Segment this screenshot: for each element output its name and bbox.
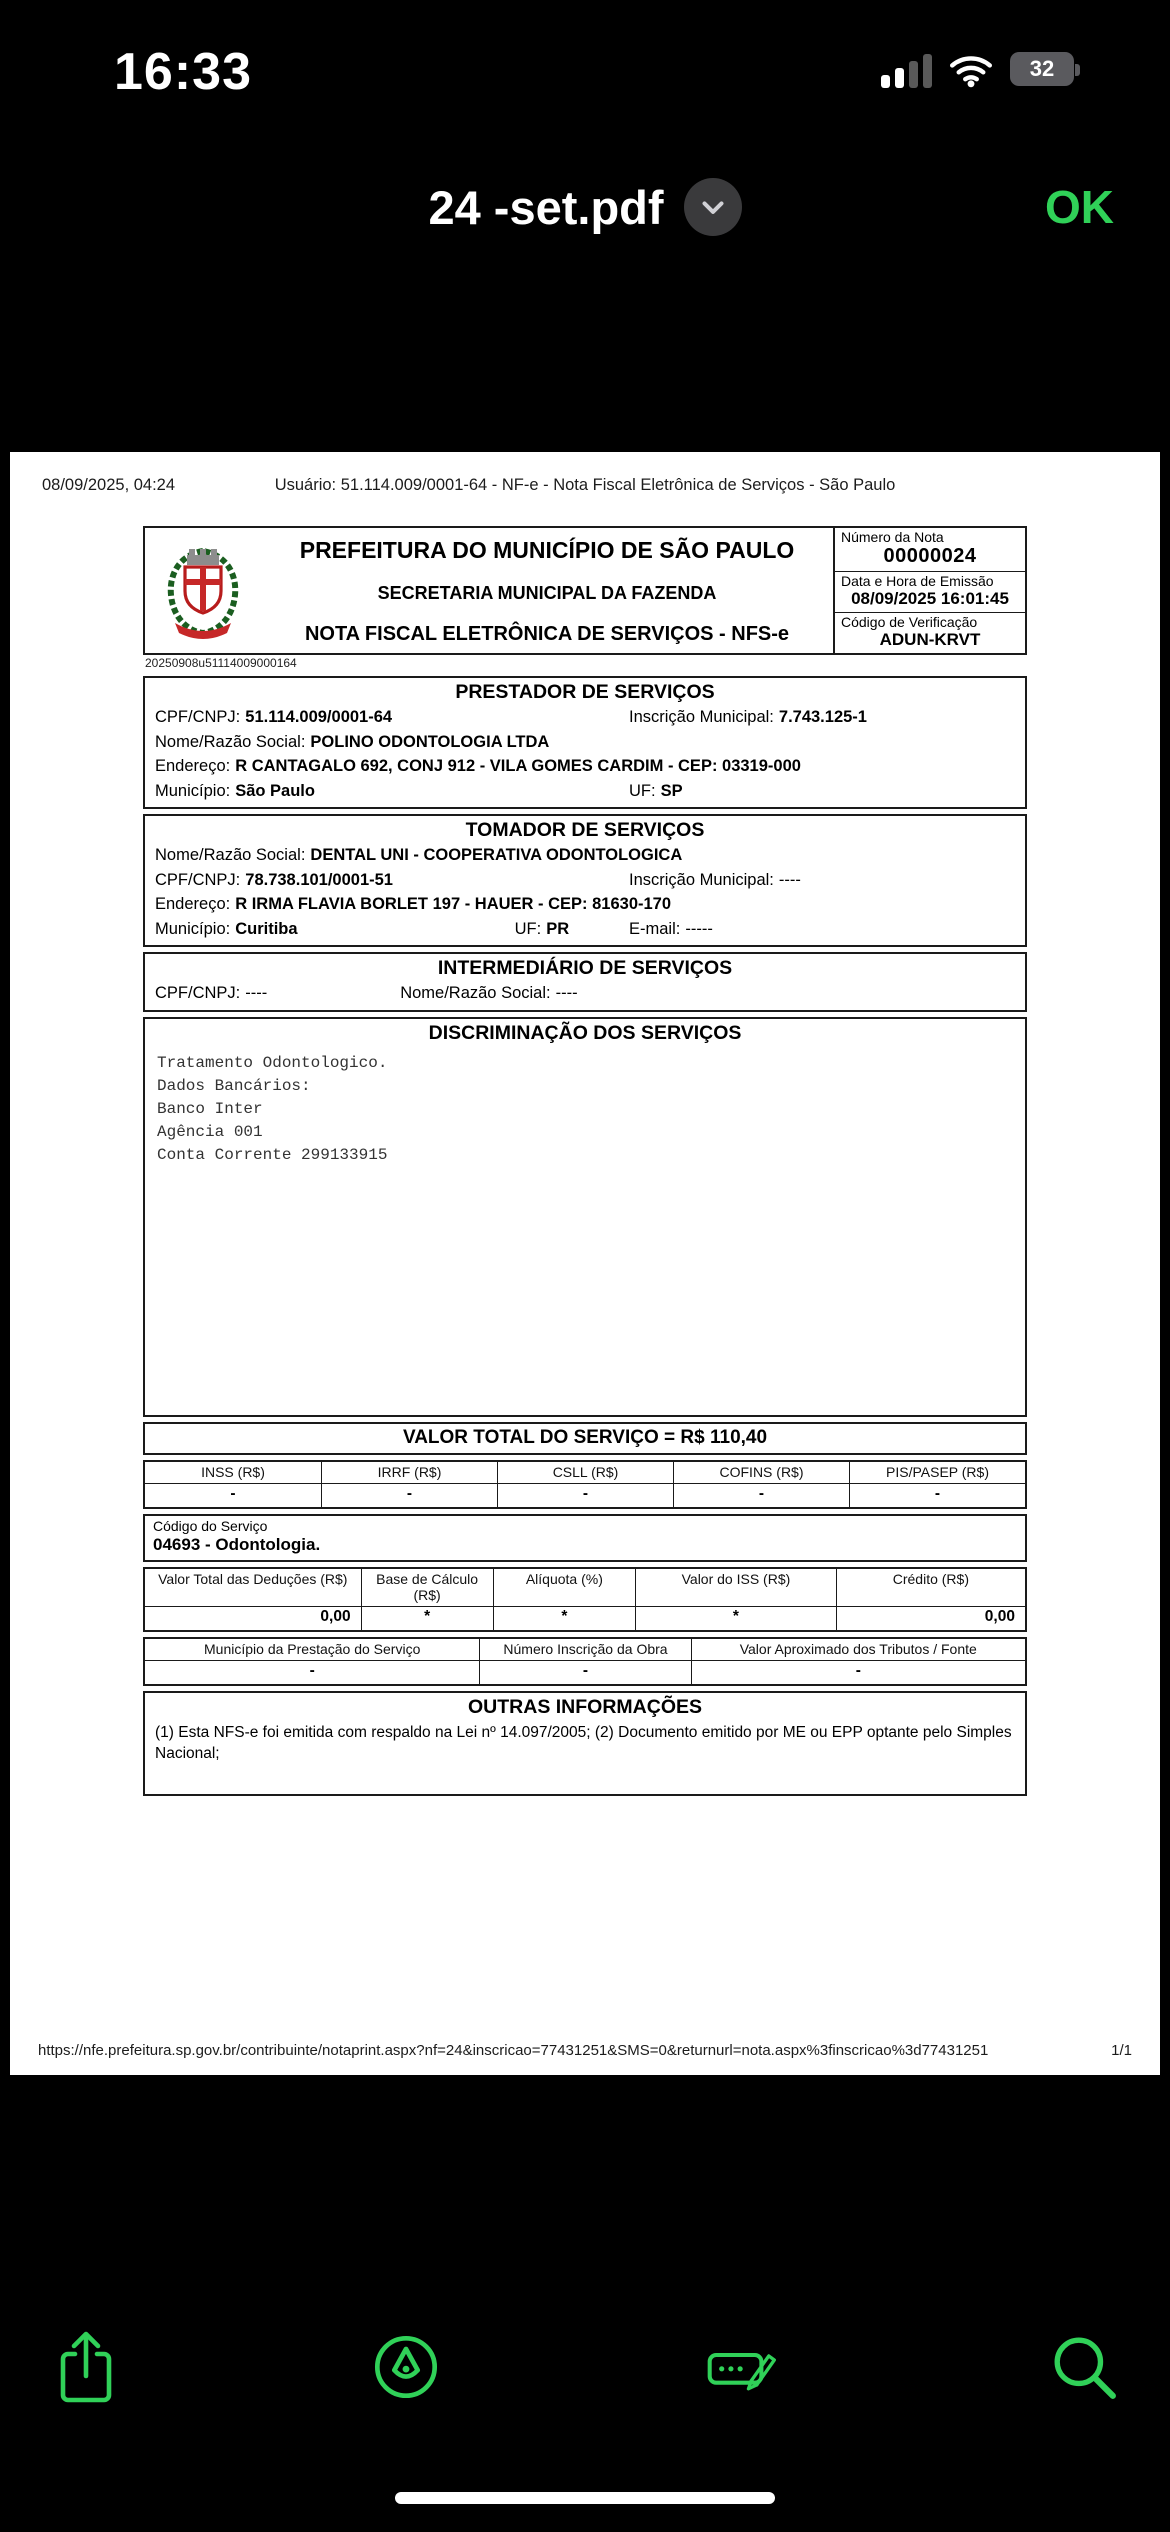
- source-url: https://nfe.prefeitura.sp.gov.br/contribuinte/notaprint.aspx?nf=24&inscricao=77431251&SMS=0&returnurl=nota.aspx%3finscricao%3d77431251: [38, 2042, 989, 2059]
- discriminacao-title: DISCRIMINAÇÃO DOS SERVIÇOS: [428, 1021, 742, 1044]
- prestador-row-endereco: [145, 754, 1025, 779]
- share-button[interactable]: [50, 2324, 122, 2410]
- email-value: -----: [685, 919, 713, 938]
- signature-button[interactable]: [706, 2324, 778, 2410]
- prestacao-header: Valor Aproximado dos Tributos / Fonte: [691, 1639, 1025, 1660]
- signature-form-icon: [706, 2336, 778, 2398]
- document-type: NOTA FISCAL ELETRÔNICA DE SERVIÇOS - NFS-e: [304, 623, 790, 645]
- print-datetime: 08/09/2025, 04:24: [42, 476, 176, 494]
- print-header: [34, 476, 1136, 495]
- numero-label: Número da Nota: [841, 529, 944, 545]
- battery-percent: 32: [1029, 56, 1055, 81]
- cpf-value: 51.114.009/0001-64: [245, 708, 393, 726]
- nome-value: ----: [555, 984, 578, 1002]
- email-label: E-mail:: [629, 919, 681, 938]
- impostos-table: [143, 1460, 1027, 1509]
- numero-da-nota: [835, 528, 1025, 571]
- impostos-header: COFINS (R$): [673, 1462, 849, 1483]
- sao-paulo-crest-icon: [159, 543, 247, 639]
- deducoes-value: *: [493, 1607, 636, 1630]
- nome-label: Nome/Razão Social:: [155, 846, 306, 864]
- municipio-value: São Paulo: [235, 781, 315, 800]
- servico-line: Banco Inter: [157, 1099, 263, 1118]
- municipio-value: Curitiba: [235, 919, 298, 938]
- tomador-row-endereco: [145, 892, 1025, 917]
- tomador-section: [143, 814, 1027, 947]
- verificacao-label: Código de Verificação: [841, 614, 978, 630]
- im-value: ----: [778, 870, 801, 889]
- title-bar: [0, 162, 1170, 252]
- bottom-toolbar: [0, 2292, 1170, 2442]
- cpf-label: CPF/CNPJ:: [155, 708, 241, 726]
- page-number: 1/1: [1111, 2042, 1132, 2059]
- impostos-value: -: [673, 1484, 849, 1507]
- deducoes-header: Valor Total das Deduções (R$): [158, 1570, 348, 1587]
- deducoes-value: *: [635, 1607, 836, 1630]
- tomador-row-cpf: [145, 868, 1025, 893]
- print-title: Usuário: 51.114.009/0001-64 - NF-e - Nota Fiscal Eletrônica de Serviços - São Paulo: [274, 476, 896, 494]
- cpf-value: ----: [245, 984, 268, 1002]
- invoice-header: [143, 526, 1027, 655]
- search-icon: [1050, 2333, 1118, 2401]
- intermediario-row: [145, 981, 1025, 1006]
- markup-pen-icon: [372, 2333, 440, 2401]
- discriminacao-section: [143, 1017, 1027, 1417]
- endereco-value: R IRMA FLAVIA BORLET 197 - HAUER - CEP: 81630-170: [235, 895, 672, 913]
- prestador-title: PRESTADOR DE SERVIÇOS: [455, 681, 715, 703]
- prestacao-value: -: [691, 1661, 1025, 1684]
- discriminacao-body: [145, 1046, 1025, 1173]
- chevron-down-icon: [696, 190, 730, 224]
- outras-informacoes-section: [143, 1691, 1027, 1796]
- title-menu-button[interactable]: [684, 178, 742, 236]
- invoice-meta: [833, 528, 1025, 653]
- deducoes-header: Crédito (R$): [836, 1569, 1025, 1606]
- print-footer: [38, 2042, 1132, 2059]
- impostos-value: -: [497, 1484, 673, 1507]
- control-code: 20250908u51114009000164: [145, 656, 297, 670]
- deducoes-value: 0,00: [320, 1607, 351, 1625]
- cpf-label: CPF/CNPJ:: [155, 870, 241, 889]
- cpf-label: CPF/CNPJ:: [155, 984, 241, 1002]
- org-name: PREFEITURA DO MUNICÍPIO DE SÃO PAULO: [299, 537, 795, 563]
- uf-value: PR: [546, 919, 570, 938]
- impostos-value: -: [849, 1484, 1025, 1507]
- servico-line: Dados Bancários:: [157, 1076, 311, 1095]
- municipio-label: Município:: [155, 781, 231, 800]
- wifi-icon: [948, 52, 994, 88]
- intermediario-title: INTERMEDIÁRIO DE SERVIÇOS: [437, 957, 733, 979]
- intermediario-section: [143, 952, 1027, 1012]
- search-button[interactable]: [1048, 2324, 1120, 2410]
- endereco-label: Endereço:: [155, 895, 231, 913]
- org-department: SECRETARIA MUNICIPAL DA FAZENDA: [377, 583, 717, 603]
- home-indicator[interactable]: [395, 2492, 775, 2504]
- municipio-label: Município:: [155, 919, 231, 938]
- uf-label: UF:: [514, 919, 542, 938]
- prestador-section: [143, 676, 1027, 809]
- prestador-row-cpf: [145, 705, 1025, 730]
- deducoes-header: Valor do ISS (R$): [635, 1569, 836, 1606]
- verificacao-value: ADUN-KRVT: [879, 630, 981, 649]
- servico-line: Agência 001: [157, 1122, 263, 1141]
- tomador-row-nome: [145, 843, 1025, 868]
- markup-button[interactable]: [370, 2324, 442, 2410]
- prestacao-table: [143, 1637, 1027, 1686]
- prestador-row-municipio: [145, 779, 1025, 804]
- uf-label: UF:: [629, 781, 656, 800]
- deducoes-value: 0,00: [836, 1607, 1025, 1630]
- servico-line: Conta Corrente 299133915: [157, 1145, 388, 1164]
- nome-label: Nome/Razão Social:: [155, 732, 306, 751]
- tomador-row-municipio: [145, 917, 1025, 942]
- status-time: 16:33: [114, 43, 252, 101]
- endereco-label: Endereço:: [155, 757, 231, 775]
- deducoes-table: [143, 1567, 1027, 1632]
- emissao-value: 08/09/2025 16:01:45: [851, 589, 1009, 608]
- prestacao-header: Número Inscrição da Obra: [479, 1639, 690, 1660]
- nome-value: DENTAL UNI - COOPERATIVA ODONTOLOGICA: [310, 846, 683, 864]
- prestacao-value: -: [479, 1661, 690, 1684]
- cellular-signal-icon: [881, 52, 932, 88]
- codigo-verificacao: [835, 612, 1025, 653]
- data-emissao: [835, 571, 1025, 612]
- deducoes-header: Alíquota (%): [493, 1569, 636, 1606]
- codigo-servico-label: Código do Serviço: [153, 1517, 268, 1534]
- status-bar: [0, 38, 1170, 110]
- valor-total: VALOR TOTAL DO SERVIÇO = R$ 110,40: [143, 1422, 1027, 1455]
- numero-value: 00000024: [883, 545, 977, 567]
- impostos-header: IRRF (R$): [321, 1462, 497, 1483]
- ok-button[interactable]: OK: [1045, 181, 1114, 233]
- coat-of-arms-logo: [145, 528, 261, 653]
- nome-value: POLINO ODONTOLOGIA LTDA: [310, 732, 550, 751]
- outras-title: OUTRAS INFORMAÇÕES: [468, 1695, 702, 1718]
- codigo-servico-section: [143, 1514, 1027, 1562]
- impostos-header: INSS (R$): [201, 1463, 265, 1480]
- outras-text: (1) Esta NFS-e foi emitida com respaldo na Lei nº 14.097/2005; (2) Documento emitido por ME ou EPP optante pelo Simples Nacional;: [155, 1723, 1012, 1762]
- impostos-header: PIS/PASEP (R$): [849, 1462, 1025, 1483]
- document-title: 24 -set.pdf: [428, 180, 664, 234]
- impostos-header: CSLL (R$): [497, 1462, 673, 1483]
- prestacao-value: -: [309, 1661, 315, 1679]
- cpf-value: 78.738.101/0001-51: [245, 870, 393, 889]
- endereco-value: R CANTAGALO 692, CONJ 912 - VILA GOMES CARDIM - CEP: 03319-000: [235, 757, 801, 775]
- deducoes-value: *: [361, 1607, 493, 1630]
- prestacao-header: Município da Prestação do Serviço: [204, 1640, 421, 1657]
- battery-icon: [1010, 52, 1082, 88]
- impostos-value: -: [321, 1484, 497, 1507]
- emissao-label: Data e Hora de Emissão: [841, 573, 994, 589]
- im-value: 7.743.125-1: [778, 708, 867, 726]
- uf-value: SP: [660, 781, 683, 800]
- im-label: Inscrição Municipal:: [629, 870, 774, 889]
- pdf-page: [10, 452, 1160, 2075]
- prestador-row-nome: [145, 730, 1025, 755]
- impostos-value: -: [230, 1484, 236, 1502]
- nome-label: Nome/Razão Social:: [400, 984, 551, 1002]
- deducoes-header: Base de Cálculo (R$): [361, 1569, 493, 1606]
- share-icon: [53, 2328, 119, 2406]
- org-titles: [261, 528, 833, 653]
- servico-line: Tratamento Odontologico.: [157, 1053, 388, 1072]
- im-label: Inscrição Municipal:: [629, 708, 774, 726]
- codigo-servico-value: 04693 - Odontologia.: [153, 1534, 321, 1554]
- tomador-title: TOMADOR DE SERVIÇOS: [465, 819, 705, 841]
- invoice: [143, 526, 1027, 1796]
